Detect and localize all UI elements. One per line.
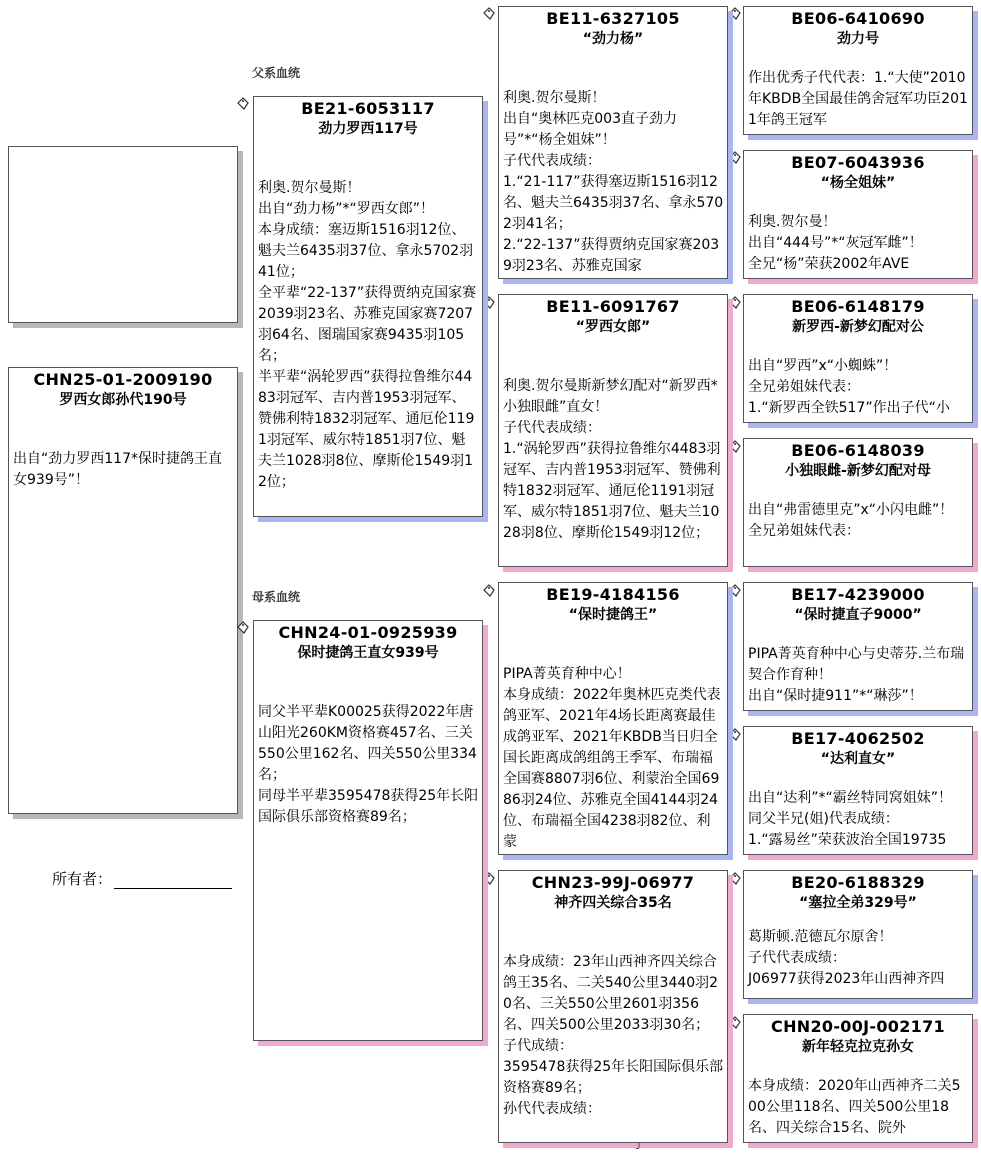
dam-line-label: 母系血统	[252, 590, 301, 604]
page-mark: ╯	[636, 1144, 643, 1155]
dam-dam-ring: CHN23-99J-06977	[531, 873, 695, 892]
sire-line-label: 父系血统	[252, 66, 301, 80]
sire-name: 劲力罗西117号	[318, 121, 418, 137]
subject-name: 罗西女郎孙代190号	[59, 392, 187, 408]
sss-name: 劲力号	[837, 31, 879, 47]
ddd-desc: 本身成绩：2020年山西神齐二关500公里118名、四关500公里18名、四关综合15名、院外	[748, 1078, 961, 1136]
sire-sire-card	[498, 6, 728, 279]
sire-sire-ring: BE11-6327105	[546, 9, 680, 28]
sire-dam-name: “罗西女郎”	[575, 319, 651, 335]
ddd-card	[743, 1014, 973, 1143]
ssd-ring: BE07-6043936	[791, 153, 925, 172]
dsd-ring: BE17-4062502	[791, 729, 925, 748]
owner-line	[114, 872, 232, 889]
tag-icon	[482, 872, 496, 886]
sds-desc: 出自“罗西”x“小蜘蛛”！ 全兄弟姐妹代表： 1.“新罗西全铁517”作出子代“小	[748, 358, 950, 416]
ddd-ring: CHN20-00J-002171	[771, 1017, 945, 1036]
tag-icon	[728, 440, 742, 454]
sds-name: 新罗西-新梦幻配对公	[792, 319, 924, 335]
dss-ring: BE17-4239000	[791, 585, 925, 604]
tag-icon	[728, 872, 742, 886]
tag-icon	[482, 7, 496, 21]
sss-desc: 作出优秀子代代表：1.“大使”2010年KBDB全国最佳鸽舍冠军功臣2011年鸽王冠军	[748, 70, 968, 128]
sire-ring: BE21-6053117	[301, 99, 435, 118]
dsd-name: “达利直女”	[820, 751, 896, 767]
ssd-desc: 利奥.贺尔曼！ 出自“444号”*“灰冠军雌”！ 全兄“杨”荣获2002年AVE	[748, 214, 923, 272]
tag-icon	[482, 296, 496, 310]
sss-ring: BE06-6410690	[791, 9, 925, 28]
subject-ring: CHN25-01-2009190	[33, 370, 213, 389]
sdd-ring: BE06-6148039	[791, 441, 925, 460]
ssd-card	[743, 150, 973, 279]
sire-card	[253, 96, 483, 517]
sds-card	[743, 294, 973, 423]
sire-dam-card	[498, 294, 728, 567]
owner-field	[52, 868, 232, 889]
dds-ring: BE20-6188329	[791, 873, 925, 892]
dam-card	[253, 620, 483, 1041]
ddd-name: 新年轻克拉克孙女	[802, 1039, 914, 1055]
dss-name: “保时捷直子9000”	[794, 607, 922, 623]
dam-sire-name: “保时捷鸽王”	[568, 607, 658, 623]
dsd-card	[743, 726, 973, 855]
sire-dam-ring: BE11-6091767	[546, 297, 680, 316]
ssd-name: “杨全姐妹”	[820, 175, 896, 191]
dam-sire-desc: PIPA菁英育种中心！ 本身成绩：2022年奥林匹克类代表鸽亚军、2021年4场长距离赛最佳成鸽亚军、2021年KBDB当日归全国长距离成鸽组鸽王季军、布瑞福全国赛8807羽6位、利蒙治全国6986羽24位、苏雅克全国4144羽24位、布瑞福全国4238羽82位、利蒙	[503, 666, 721, 850]
tag-icon	[482, 584, 496, 598]
sire-dam-desc: 利奥.贺尔曼斯新梦幻配对“新罗西*小独眼雌”直女！ 子代代表成绩： 1.“涡轮罗西”获得拉鲁维尔4483羽冠军、吉内普1953羽冠军、赞佛利特1832羽冠军、通厄伦1191羽冠军、威尔特1851羽7位、魁夫兰1028羽8位、摩斯伦1549羽12位；	[503, 378, 721, 541]
tag-icon	[728, 728, 742, 742]
subject-card	[8, 367, 238, 814]
dam-sire-ring: BE19-4184156	[546, 585, 680, 604]
tag-icon	[728, 151, 742, 165]
tag-icon	[236, 97, 250, 111]
sss-card	[743, 6, 973, 135]
dds-desc: 葛斯顿.范德瓦尔原舍！ 子代代表成绩： J06977获得2023年山西神齐四	[748, 929, 945, 987]
sdd-desc: 出自“弗雷德里克”x“小闪电雌”！ 全兄弟姐妹代表：	[748, 502, 954, 539]
dds-card	[743, 870, 973, 999]
tag-icon	[728, 584, 742, 598]
dam-dam-name: 神齐四关综合35名	[554, 895, 672, 911]
dam-desc: 同父半平辈K00025获得2022年唐山阳光260KM资格赛457名、三关550公里162名、四关550公里334名； 同母半平辈3595478获得25年长阳国际俱乐部资格赛89名；	[258, 704, 479, 825]
photo-frame	[8, 146, 238, 323]
dss-desc: PIPA菁英育种中心与史蒂芬.兰布瑞契合作育种！ 出自“保时捷911”*“琳莎”！	[748, 646, 965, 704]
dss-card	[743, 582, 973, 711]
dds-name: “塞拉全弟329号”	[799, 895, 917, 911]
sire-sire-name: “劲力杨”	[582, 31, 644, 47]
sire-desc: 利奥.贺尔曼斯！ 出自“劲力杨”*“罗西女郎”！ 本身成绩：塞迈斯1516羽12位、魁夫兰6435羽37位、拿永5702羽41位； 全平辈“22-137”获得贾纳克国家赛2039羽23名、苏雅克国家赛7207羽64名、图瑞国家赛9435羽105名； 半平辈“涡轮罗西”获得拉鲁维尔4483羽冠军、吉内普1953羽冠军、赞佛利特1832羽冠军、通厄伦1191羽冠军、威尔特1851羽7位、魁夫兰1028羽8位、摩斯伦1549羽12位；	[258, 180, 477, 490]
tag-icon	[728, 296, 742, 310]
sdd-card	[743, 438, 973, 567]
owner-label: 所有者：	[52, 870, 113, 888]
dam-dam-card	[498, 870, 728, 1143]
sdd-name: 小独眼雌-新梦幻配对母	[785, 463, 931, 479]
tag-icon	[236, 621, 250, 635]
dam-sire-card	[498, 582, 728, 855]
sire-sire-desc: 利奥.贺尔曼斯！ 出自“奥林匹克003直子劲力号”*“杨全姐妹”！ 子代代表成绩： 1.“21-117”获得塞迈斯1516羽12名、魁夫兰6435羽37名、拿永5702羽41名； 2.“22-137”获得贾纳克国家赛2039羽23名、苏雅克国家	[503, 90, 724, 274]
tag-icon	[728, 1016, 742, 1030]
dam-ring: CHN24-01-0925939	[278, 623, 458, 642]
dam-dam-desc: 本身成绩：23年山西神齐四关综合鸽王35名、二关540公里3440羽20名、三关550公里2601羽356名、四关500公里2033羽30名； 子代成绩： 3595478获得25年长阳国际俱乐部资格赛89名； 孙代代表成绩：	[503, 954, 724, 1117]
subject-desc: 出自“劲力罗西117*保时捷鸽王直女939号”！	[13, 451, 222, 488]
tag-icon	[728, 7, 742, 21]
dam-name: 保时捷鸽王直女939号	[297, 645, 439, 661]
dsd-desc: 出自“达利”*“霸丝特同窝姐妹”！ 同父半兄(姐)代表成绩： 1.“露易丝”荣获波治全国19735	[748, 790, 953, 848]
sds-ring: BE06-6148179	[791, 297, 925, 316]
